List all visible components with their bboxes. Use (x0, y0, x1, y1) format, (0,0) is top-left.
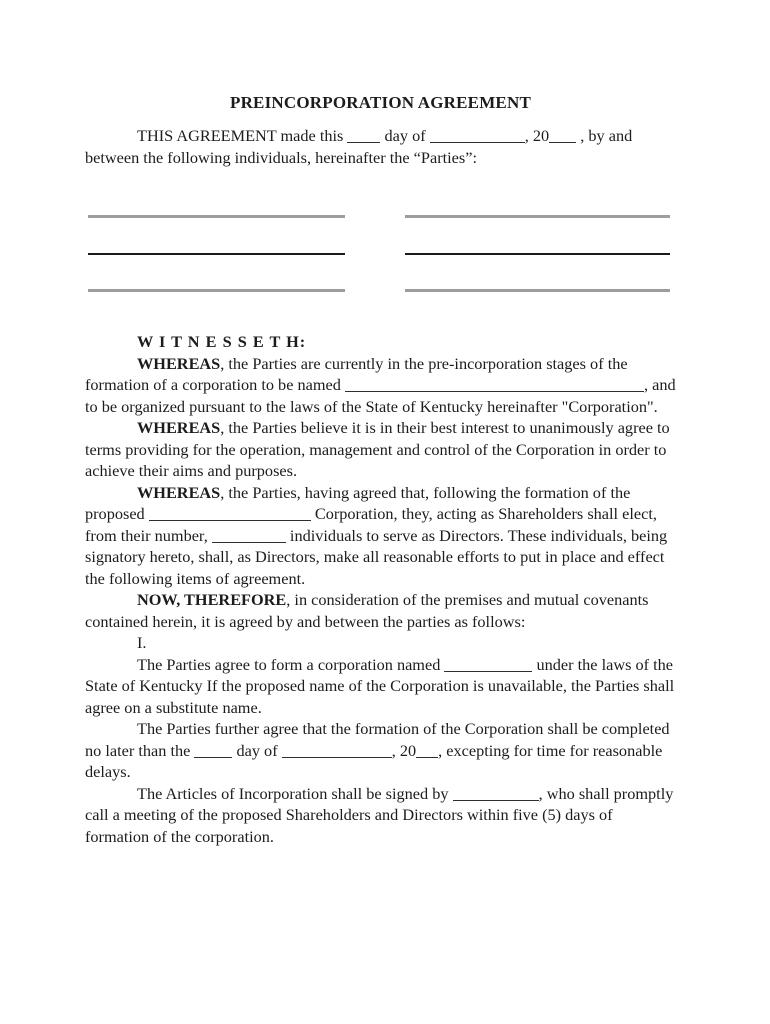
fill-in-blank[interactable] (194, 757, 232, 758)
fill-in-blank[interactable] (347, 142, 380, 143)
document-title: PREINCORPORATION AGREEMENT (230, 93, 531, 112)
fill-in-blank[interactable] (444, 671, 532, 672)
fill-in-blank[interactable] (212, 542, 286, 543)
fill-in-blank[interactable] (416, 757, 438, 758)
bold-text: WHEREAS (137, 482, 221, 502)
signature-row (85, 218, 676, 255)
section-one-paragraph-3: The Articles of Incorporation shall be signed by , who shall promptly call a meeting of the proposed Shareholders and Directors within five (5) days of formation of the corporation. (85, 783, 674, 846)
bold-text: NOW, THEREFORE (137, 590, 287, 609)
bold-text: WHEREAS (137, 418, 221, 437)
fill-in-blank[interactable] (282, 757, 392, 758)
recital-paragraph-2: WHEREAS, the Parties believe it is in their best interest to unanimously agree to terms providing for the operation, management and control of the Corporation in order to achieve their aims and purposes. (85, 418, 670, 480)
fill-in-blank[interactable] (453, 800, 539, 801)
section-marker: I. (137, 633, 147, 652)
signature-row (85, 255, 676, 292)
fill-in-blank[interactable] (549, 142, 576, 143)
recital-paragraph-1: WHEREAS, the Parties are currently in the pre-incorporation stages of the formation of a corporation to be named , and to be organized pursuant to the laws of the State of Kentucky hereinafter "Corporation". (85, 353, 676, 416)
signature-line[interactable] (405, 289, 670, 292)
signature-row (85, 181, 676, 218)
intro-paragraph: THIS AGREEMENT made this day of , 20 , by and between the following individuals, hereinafter the “Parties”: (85, 126, 633, 167)
signature-line[interactable] (88, 289, 345, 292)
bold-text: WHEREAS (137, 353, 221, 373)
recital-paragraph-3: WHEREAS, the Parties, having agreed that, following the formation of the proposed Corporation, they, acting as Shareholders shall elect, from their number, individuals to serve as Directors. These individuals, being signatory hereto, shall, as Directors, make all reasonable efforts to put in place and effect the following items of agreement. (85, 482, 668, 588)
witnesseth-heading: W I T N E S S E T H: (137, 332, 307, 351)
fill-in-blank[interactable] (345, 391, 644, 392)
fill-in-blank[interactable] (430, 142, 525, 143)
now-therefore-paragraph: NOW, THEREFORE, in consideration of the premises and mutual covenants contained herein, it is agreed by and between the parties as follows: (85, 590, 649, 631)
section-one-paragraph-1: The Parties agree to form a corporation named under the laws of the State of Kentucky If the proposed name of the Corporation is unavailable, the Parties shall agree on a substitute name. (85, 654, 675, 717)
fill-in-blank[interactable] (149, 520, 311, 521)
section-one-paragraph-2: The Parties further agree that the formation of the Corporation shall be completed no later than the day of , 20 , excepting for time for reasonable delays. (85, 719, 670, 781)
parties-signature-block (85, 181, 676, 292)
